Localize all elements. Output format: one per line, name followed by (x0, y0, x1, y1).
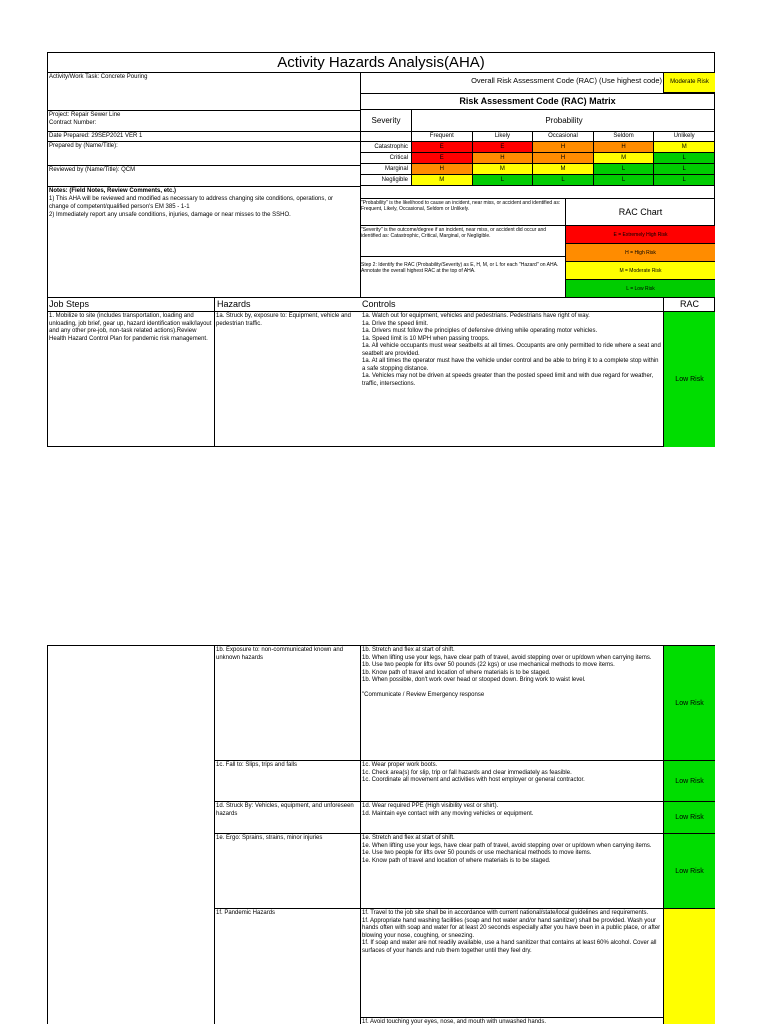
rac-chart-title: RAC Chart (618, 207, 663, 217)
rac-1b: Low Risk (664, 646, 715, 760)
rac-1f (664, 909, 715, 1024)
job-step-1: 1. Mobilize to site (includes transportation, loading and unloading, job brief, gear up, hazard identification walk/layout and any other pre-job, non-task related actions).Review Health Hazard Control Plan for pandemic risk management. (49, 313, 212, 342)
hazard-1b: 1b. Exposure to: non-communicated known and unknown hazards (216, 647, 344, 661)
matrix-cell: L (594, 164, 655, 175)
probability-header-seldom: Seldom (594, 131, 655, 142)
matrix-cell: M (594, 153, 655, 164)
severity-row-critical: Critical (360, 153, 412, 164)
severity-definition: "Severity" is the outcome/degree if an incident, near miss, or accident did occur and identified as: Catastrophic, Critical, Marginal, or Negligible. (361, 227, 547, 239)
controls-1a: 1a. Watch out for equipment, vehicles and pedestrians. Pedestrians have right of way. 1a. Drive the speed limit. 1a. Drivers must follow the principles of defensive driving while operating motor vehicles. 1a. Speed limit is 10 MPH when passing troops. 1a. All vehicle occupants must wear seatbelts at all times. Occupants are only permitted to ride where a seat and seatbelt are provided. 1a. At all times the operator must have the vehicle under control and be able to bring it to a complete stop within a safe stopping distance. 1a. Vehicles may not be driven at speeds greater than the posted speed limit and with due regard for weather, traffic, intersections. (362, 313, 661, 387)
contract-field: Contract Number: (49, 120, 97, 126)
rac-matrix-grid (360, 131, 715, 187)
rac-chart-moderate: M = Moderate Risk (566, 261, 715, 279)
notes-heading: Notes: (Field Notes, Review Comments, etc.) (49, 188, 177, 194)
hazard-1f: 1f. Pandemic Hazards (216, 910, 276, 916)
matrix-cell: M (654, 142, 715, 153)
rac-1c: Low Risk (664, 761, 715, 801)
severity-row-catastrophic: Catastrophic (360, 142, 412, 153)
notes-item-2: 2) Immediately report any unsafe conditions, injuries, damage or near misses to the SSHO. (49, 212, 291, 218)
hazard-1a: 1a. Struck by, exposure to: Equipment, vehicle and pedestrian traffic. (216, 313, 351, 327)
notes-item-1: 1) This AHA will be reviewed and modified as necessary to address changing site conditions, operations, or change of competent/qualified person's EM 385 - 1-1 (49, 196, 334, 210)
header-rac: RAC (679, 299, 699, 309)
controls-1f: 1f. Travel to the job site shall be in accordance with current national/state/local guidelines and requirements. 1f. Appropriate hand washing facilities (soap and hot water and/or hand sanitizer) shall be provided. Wash your hands often with soap and water for at least 20 seconds especially after you have been in a public place, or after blowing your nose, coughing, or sneezing. 1f. If soap and water are not readily available, use a hand sanitizer that contains at least 60% alcohol. Cover all surfaces of your hands and rub them together until they feel dry. (362, 910, 661, 954)
header-job-steps: Job Steps (49, 299, 90, 309)
step2-definition: Step 2: Identify the RAC (Probability/Severity) as E, H, M, or L for each "Hazard" on AHA. Annotate the overall highest RAC at the top of AHA. (361, 262, 559, 274)
matrix-cell: L (533, 175, 594, 186)
rac-1a: Low Risk (664, 312, 715, 447)
matrix-cell: L (654, 175, 715, 186)
matrix-cell: E (412, 153, 473, 164)
matrix-cell: H (473, 153, 534, 164)
controls-1c: 1c. Wear proper work boots. 1c. Check area(s) for slip, trip or fall hazards and clear immediately as feasible. 1c. Coordinate all movement and activities with host employer or general contractor. (362, 762, 585, 783)
probability-header-likely: Likely (473, 131, 534, 142)
rac-chart-high: H = High Risk (566, 243, 715, 261)
header-hazards: Hazards (217, 299, 251, 309)
date-prepared-field: Date Prepared: 29SEP2021 VER 1 (49, 133, 143, 139)
rac-1e: Low Risk (664, 834, 715, 908)
matrix-cell: L (654, 164, 715, 175)
reviewed-by-field: Reviewed by (Name/Title): QCM (49, 167, 136, 173)
hazard-1e: 1e. Ergo: Sprains, strains, minor injuries (216, 835, 323, 841)
controls-1b: 1b. Stretch and flex at start of shift. 1b. When lifting use your legs, have clear path of travel, avoid stepping over or up/down when carrying items. 1b. Use two people for lifts over 50 pounds (22 kgs) or use mechanical methods to move items. 1b. Know path of travel and location of where materials is to be staged. 1b. When possible, don't work over head or stooped down. Bring work to waist level. "Communicate / Review Emergency response (362, 647, 652, 698)
project-field: Project: Repair Sewer Line (49, 112, 121, 118)
overall-rac-label: Overall Risk Assessment Code (RAC) (Use highest code) (471, 76, 662, 85)
probability-header-occasional: Occasional (533, 131, 594, 142)
probability-label: Probability (545, 116, 583, 125)
prepared-by-field: Prepared by (Name/Title): (49, 143, 118, 149)
matrix-cell: E (412, 142, 473, 153)
matrix-cell: H (412, 164, 473, 175)
rac-1d: Low Risk (664, 802, 715, 833)
matrix-cell: M (533, 164, 594, 175)
matrix-cell: L (473, 175, 534, 186)
hazard-1d: 1d. Struck By: Vehicles, equipment, and unforeseen hazards (216, 803, 354, 817)
matrix-cell: L (594, 175, 655, 186)
page-title: Activity Hazards Analysis(AHA) (47, 53, 715, 73)
rac-matrix-title: Risk Assessment Code (RAC) Matrix (459, 96, 616, 106)
matrix-cell: H (533, 142, 594, 153)
matrix-cell: M (473, 164, 534, 175)
probability-header-frequent: Frequent (412, 131, 473, 142)
severity-label: Severity (361, 110, 412, 131)
controls-1e: 1e. Stretch and flex at start of shift. 1e. When lifting use your legs, have clear path of travel, avoid stepping over or up/down when carrying items. 1e. Use two people for lifts over 50 pounds or use mechanical methods to move items. 1e. Know path of travel and location of where materials is to be staged. (362, 835, 652, 864)
matrix-cell: H (594, 142, 655, 153)
probability-definition: "Probability" is the likelihood to cause an incident, near miss, or accident and identified as: Frequent, Likely, Occasional, Seldom or Unlikely. (361, 200, 561, 212)
severity-row-negligible: Negligible (360, 175, 412, 186)
severity-row-marginal: Marginal (360, 164, 412, 175)
matrix-cell: M (412, 175, 473, 186)
rac-chart-low: L = Low Risk (566, 279, 715, 297)
rac-chart-extreme: E = Extremely High Risk (566, 225, 715, 243)
matrix-corner (360, 131, 412, 142)
matrix-cell: L (654, 153, 715, 164)
matrix-cell: E (473, 142, 534, 153)
overall-rac-value: Moderate Risk (663, 73, 715, 93)
probability-header-unlikely: Unlikely (654, 131, 715, 142)
controls-1f-continued: 1f. Avoid touching your eyes, nose, and mouth with unwashed hands. (362, 1019, 547, 1025)
matrix-cell: H (533, 153, 594, 164)
hazard-1c: 1c. Fall to: Slips, trips and falls (216, 762, 298, 768)
controls-1d: 1d. Wear required PPE (High visibility vest or shirt). 1d. Maintain eye contact with any moving vehicles or equipment. (362, 803, 534, 817)
activity-field: Activity/Work Task: Concrete Pouring (49, 74, 148, 80)
header-controls: Controls (362, 299, 396, 309)
